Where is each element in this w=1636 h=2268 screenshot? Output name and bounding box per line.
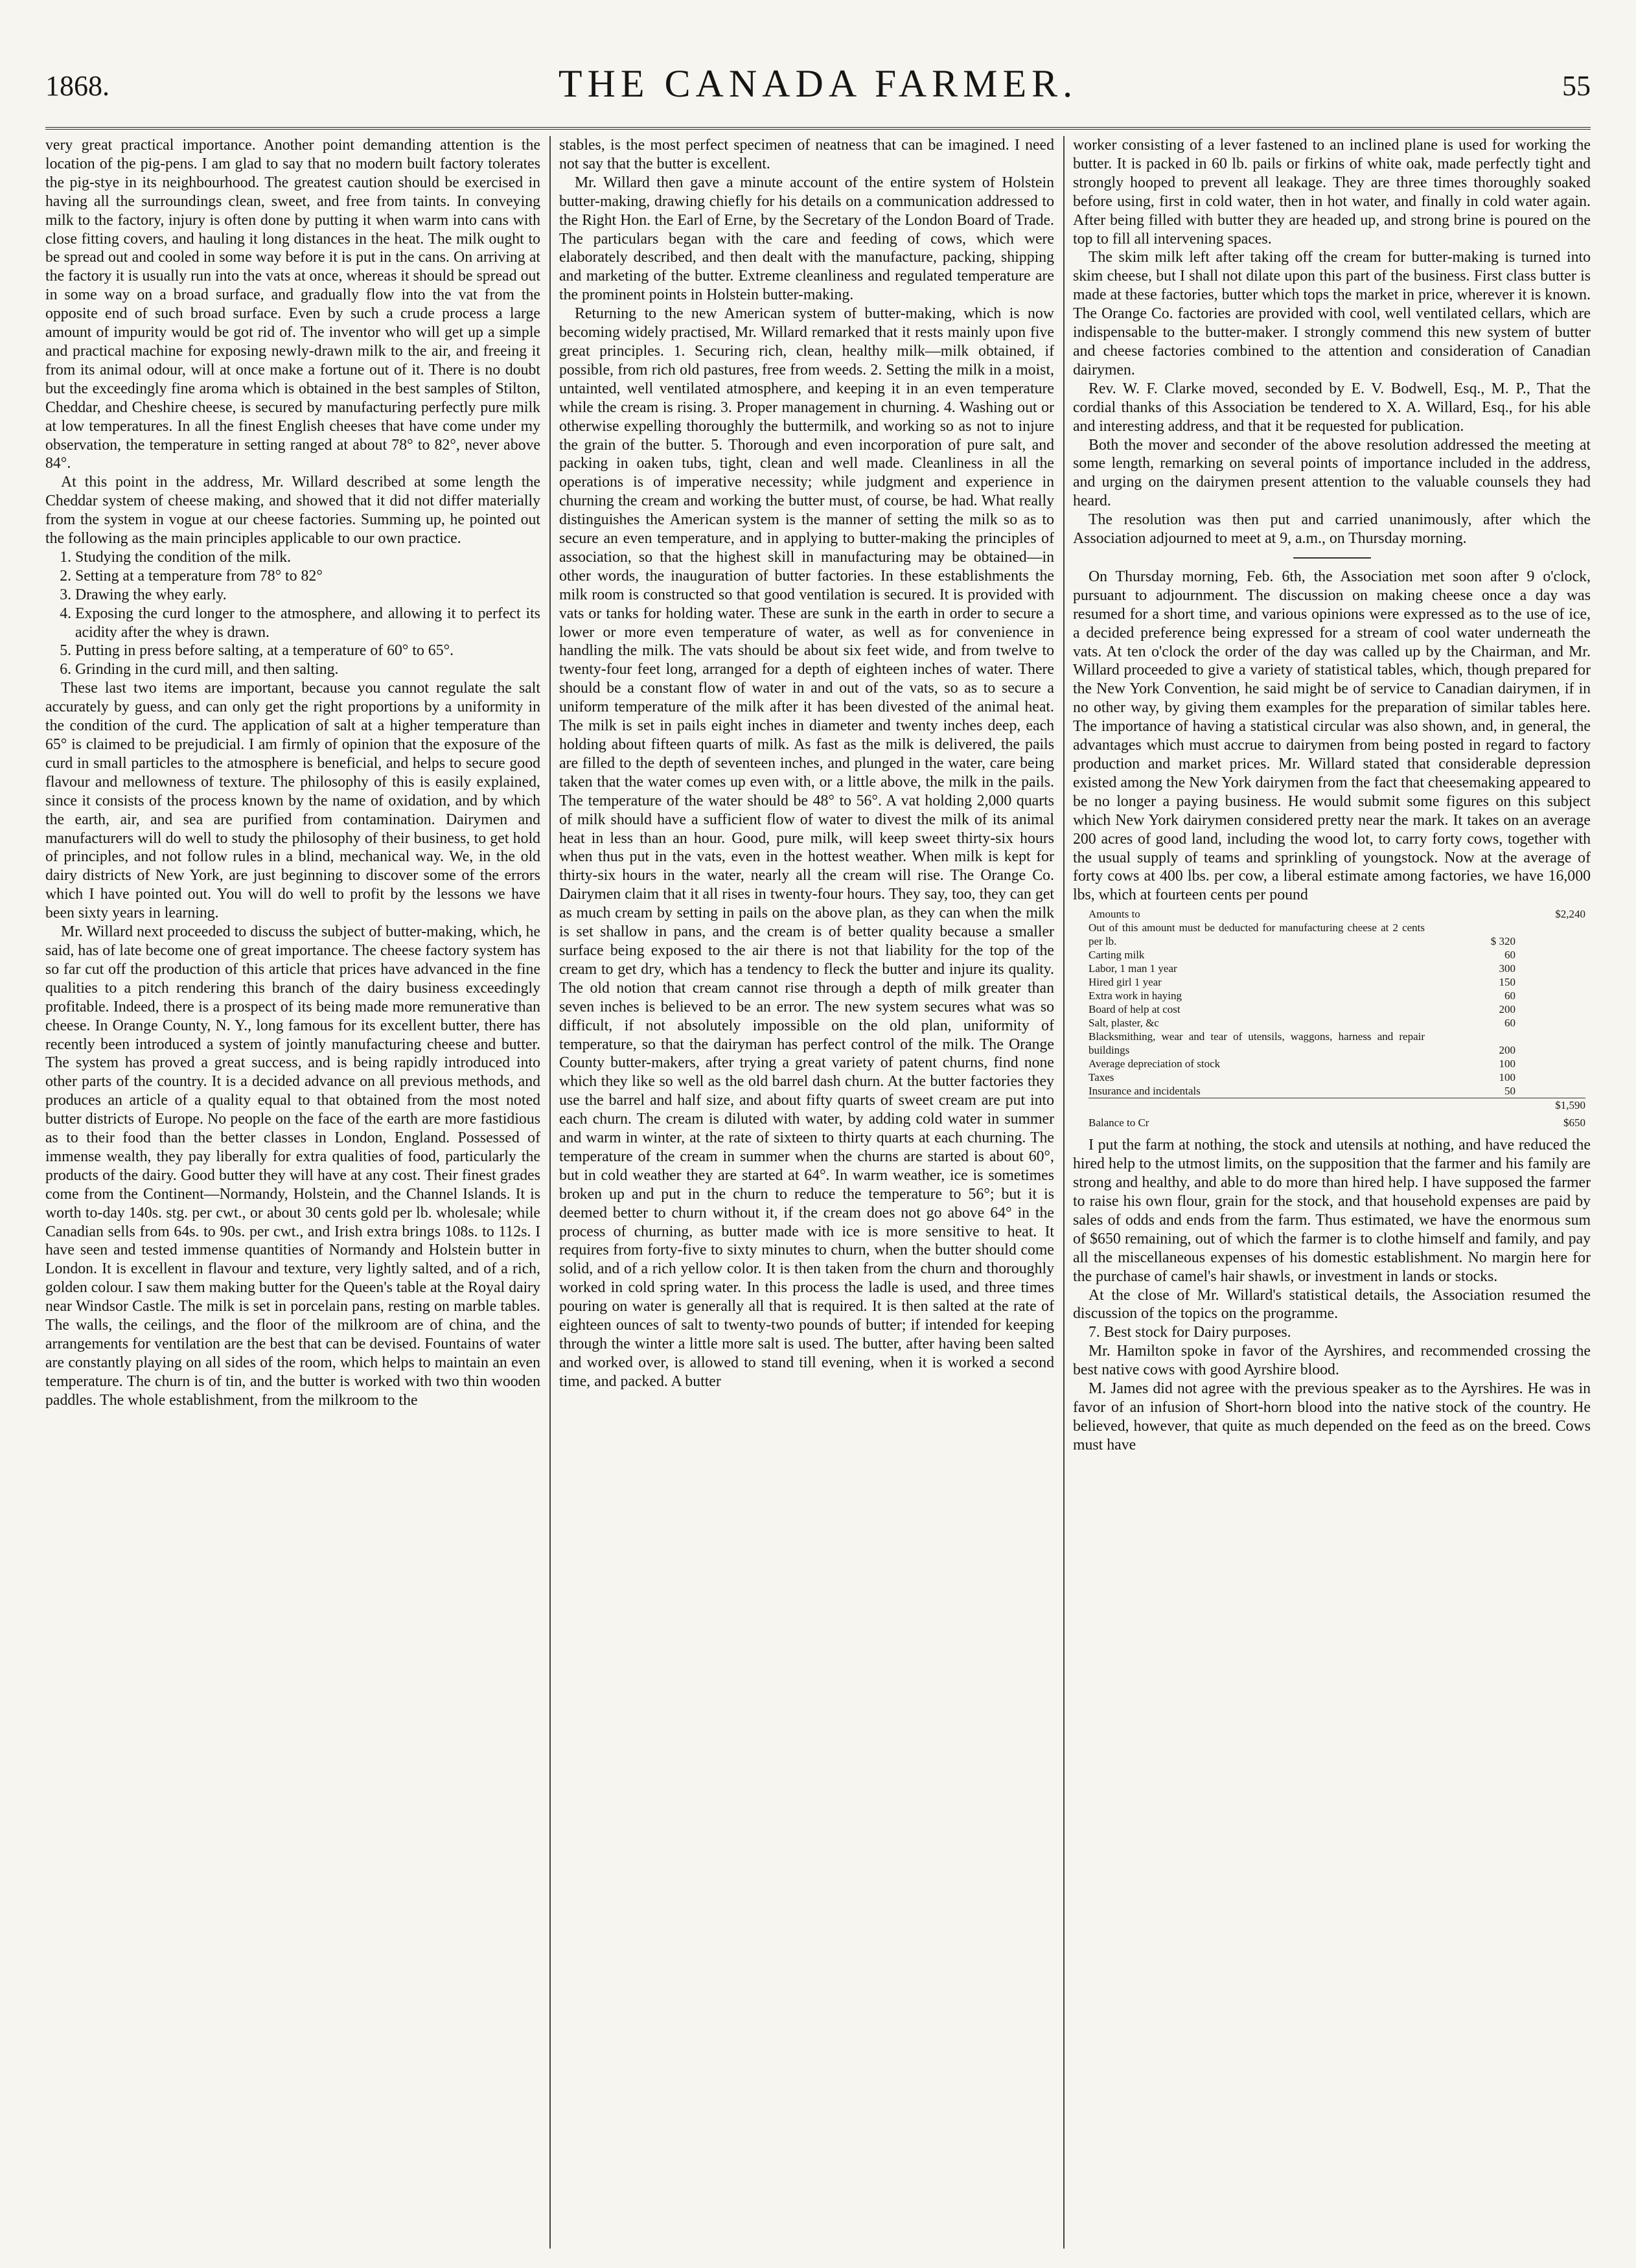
column-1 (45, 136, 540, 2249)
table-cell-label: Balance to Cr (1089, 1117, 1149, 1129)
paragraph: These last two items are important, because you cannot regulate the salt accurately by guess, and can only get the right proportions by a uniformity in the condition of the curd. The application of salt at a higher temperature than 65° is claimed to be prejudicial. I am firmly of opinion that the exposure of the curd in small particles to the atmosphere is beneficial, and helps to secure good flavour and mellowness of texture. The philosophy of this is easily explained, since it consists of the process known by the name of oxidation, and by which the earth, air, and sea are purified from contamination. Dairymen and manufacturers will do well to study the philosophy of their business, to get hold of principles, and not follow rules in a blind, mechanical way. We, in the old dairy districts of New York, are just beginning to discover some of the errors which I have pointed out. You will do well to profit by the lessons we have been sixty years in learning. (45, 680, 540, 922)
paragraph: Both the mover and seconder of the above resolution addressed the meeting at some length, remarking on several points of importance included in the address, and urging on the dairymen present attention to the valuable counsels they had heard. (1073, 436, 1591, 510)
table-cell-label: Amounts to (1089, 908, 1140, 921)
paragraph: At this point in the address, Mr. Willard described at some length the Cheddar system of cheese making, and showed that it did not differ materially from the system in vogue at our cheese factories. Summing up, he pointed out the following as the main principles applicable to our own practice. (45, 474, 540, 548)
table-cell-label: Out of this amount must be deducted for manufacturing cheese at 2 cents per lb. (1089, 921, 1425, 948)
paragraph: stables, is the most perfect specimen of neatness that can be imagined. I need not say that the butter is excellent. (559, 137, 1054, 172)
issue-year: 1868. (45, 70, 109, 102)
paragraph: Rev. W. F. Clarke moved, seconded by E. V. Bodwell, Esq., M. P., That the cordial thanks of this Association be tendered to X. A. Willard, Esq., for his able and interesting address, and that it be requested for publication. (1073, 380, 1591, 435)
table-row (1089, 1098, 1585, 1113)
paragraph: Mr. Willard then gave a minute account of the entire system of Holstein butter-making, drawing chiefly for his details on a communication addressed to the Right Hon. the Earl of Erne, by the Secretary of the London Board of Trade. The particulars began with the care and feeding of cows, which were elaborately described, and then dealt with the manufacture, packing, shipping and marketing of the butter. Extreme cleanliness and regulated temperature are the prominent points in Holstein butter-making. (559, 174, 1054, 304)
table-cell-total: $2,240 (1555, 908, 1586, 921)
paragraph: The skim milk left after taking off the cream for butter-making is turned into skim cheese, but I shall not dilate upon this part of the business. First class butter is made at these factories, butter which tops the market in price, wherever it is known. The Orange Co. factories are provided with cool, well ventilated cellars, which are indispensable to the butter-maker. I strongly commend this new system of butter and cheese factories combined to the attention and consideration of Canadian dairymen. (1073, 249, 1591, 378)
column-3 (1073, 136, 1591, 2249)
table-row (1089, 948, 1585, 962)
list-item: 6. Grinding in the curd mill, and then salting. (75, 660, 540, 679)
table-cell-amount: 100 (1499, 1071, 1516, 1084)
paragraph: Returning to the new American system of butter-making, which is now becoming widely practised, Mr. Willard remarked that it rests mainly upon five great principles. 1. Securing rich, clean, healthy milk—milk obtained, if possible, from rich old pastures, free from weeds. 2. Setting the milk in a moist, untainted, well ventilated atmosphere, and keeping it in an even temperature while the cream is rising. 3. Proper management in churning. 4. Washing out or otherwise expelling thoroughly the buttermilk, and working so as not to injure the grain of the butter. 5. Thorough and even incorporation of pure salt, and packing in oaken tubs, tight, clean and well made. Cleanliness in all the operations is of imperative necessity; while judgment and experience in churning the cream and working the butter must, of course, be had. What really distinguishes the American system is the manner of setting the milk so as to secure an even temperature, and in applying to butter-making the principles of association, so that the highest skill in manufacturing may be obtained—in other words, the inauguration of butter factories. In these establishments the milk room is constructed so that good ventilation is secured. It is provided with vats or tanks for holding water. These are sunk in the earth in order to secure a lower or more even temperature of water, as well as for convenience in handling the milk. The vats should be about six feet wide, and from twelve to twenty-four feet long, arranged for a depth of eighteen inches of water. There should be a constant flow of water in and out of the vats, so as to secure a uniform temperature of the milk after it has been divested of the animal heat. The milk is set in pails eight inches in diameter and twenty inches deep, each holding about fifteen quarts of milk. As fast as the milk is delivered, the pails are filled to the depth of seventeen inches, and plunged in the water, care being taken that the water comes up even with, or a little above, the milk in the pails. The temperature of the water should be 48° to 56°. A vat holding 2,000 quarts of milk should have a sufficient flow of water to divest the milk of its animal heat in less than an hour. Good, pure milk, will keep sweet thirty-six hours when thus put in the vats, even in the hottest weather. When milk is kept for thirty-six hours in the water, nearly all the cream will rise. The Orange Co. Dairymen claim that it all rises in twenty-four hours. They say, too, they can get as much cream by setting in pails on the above plan, as they can when the milk is set shallow in pans, and the cream is of better quality because a smaller surface being exposed to the air there is not that liability for the top of the cream to get dry, which has a tendency to fleck the butter and injure its quality. The old notion that cream cannot rise through a depth of milk greater than seven inches is believed to be an error. The new system secures what was so difficult, if not absolutely impossible on the old plan, uniformity of temperature, so that the dairyman has perfect control of the milk. The Orange County butter-makers, after trying a great variety of patent churns, find none which they like so well as the old barrel dash churn. At the butter factories they use the barrel and half size, and about fifty quarts of sweet cream are put into each churn. The cream is diluted with water, by adding cold water in summer and warm in winter, at the rate of sixteen to thirty quarts at each churning. The temperature of the cream in summer when the churns are started is about 60°, but in cold weather they are started at 64°. In warm weather, ice is sometimes broken up and put in the churn to reduce the temperature to 56°; but it is deemed better to churn without it, if the cream does not go above 64° in the process of churning, as butter made with ice is more sensitive to heat. It requires from forty-five to sixty minutes to churn, when the butter should come solid, and of a rich yellow color. It is then taken from the churn and thoroughly worked in cold spring water. In this process the ladle is used, and three times pouring on water is generally all that is required. It is then salted at the rate of eighteen ounces of salt to twenty-two pounds of butter; if intended for keeping through the winter a little more salt is used. The butter, after having been salted and worked over, is allowed to stand till evening, when it is worked a second time, and packed. A butter (559, 305, 1054, 1390)
table-cell-label: Carting milk (1089, 949, 1145, 962)
principles-list (45, 548, 540, 679)
table-cell-label: Average depreciation of stock (1089, 1058, 1221, 1070)
table-row (1089, 907, 1585, 921)
table-row (1089, 1070, 1585, 1084)
paragraph: I put the farm at nothing, the stock and utensils at nothing, and have reduced the hired help to the utmost limits, on the supposition that the farmer and his family are strong and healthy, and able to do more than hired help. I have supposed the farmer to raise his own flour, grain for the stock, and that household expenses are paid by sales of odds and ends from the farm. Thus estimated, we have the enormous sum of $650 remaining, out of which the farmer is to clothe himself and family, and pay all the miscellaneous expenses of his domestic establishment. No margin here for the purchase of camel's hair shawls, or investment in lands or stocks. (1073, 1137, 1591, 1285)
list-item: 4. Exposing the curd longer to the atmosphere, and allowing it to perfect its acidity after the whey is drawn. (75, 605, 540, 642)
table-cell-amount: 50 (1504, 1085, 1516, 1098)
paragraph: M. James did not agree with the previous speaker as to the Ayrshires. He was in favor of an infusion of Short-horn blood into the native stock of the country. He believed, however, that quite as much depended on the feed as on the breed. Cows must have (1073, 1380, 1591, 1453)
column-divider (1063, 136, 1065, 2249)
table-cell-amount: 150 (1499, 976, 1516, 989)
table-cell-amount: 200 (1499, 1044, 1516, 1057)
table-cell-amount: 100 (1499, 1058, 1516, 1070)
table-cell-amount: 60 (1504, 989, 1516, 1002)
table-cell-amount: 60 (1504, 949, 1516, 962)
table-cell-amount: $ 320 (1490, 935, 1516, 948)
list-item: 1. Studying the condition of the milk. (75, 548, 540, 567)
column-divider (549, 136, 551, 2249)
article-columns (45, 136, 1591, 2249)
table-row (1089, 962, 1585, 975)
section-heading: 7. Best stock for Dairy purposes. (1089, 1324, 1291, 1341)
table-cell-label: Insurance and incidentals (1089, 1085, 1201, 1098)
table-cell-label: Labor, 1 man 1 year (1089, 962, 1177, 975)
paragraph: Mr. Hamilton spoke in favor of the Ayrshires, and recommended crossing the best native cows with good Ayrshire blood. (1073, 1343, 1591, 1379)
statistics-table (1089, 907, 1585, 1129)
table-cell-label: Salt, plaster, &c (1089, 1017, 1159, 1030)
table-row (1089, 1084, 1585, 1098)
table-cell-label: Hired girl 1 year (1089, 976, 1162, 989)
table-row (1089, 1002, 1585, 1016)
table-cell-label: Blacksmithing, wear and tear of utensils, waggons, harness and repair buildings (1089, 1030, 1425, 1057)
column-2 (559, 136, 1054, 2249)
section-separator (1293, 557, 1371, 559)
table-cell-label: Taxes (1089, 1071, 1114, 1084)
table-row (1089, 921, 1585, 948)
table-cell-label: Board of help at cost (1089, 1003, 1181, 1016)
paragraph: very great practical importance. Another point demanding attention is the location of the pig-pens. I am glad to say that no modern built factory tolerates the pig-stye in its neighbourhood. The greatest caution should be exercised in having all the surroundings clean, sweet, and free from taints. In conveying milk to the factory, injury is often done by putting it when warm into cans with close fitting covers, and hauling it long distances in the heat. The milk ought to be spread out and cooled in some way before it is put in the cans. On arriving at the factory it is usually run into the vats at once, whereas it should be spread out in some way on a broad surface, and gradually flow into the vat from the opposite end of such broad surface. Even by such a crude process a large amount of impurity would be got rid of. The inventor who will get up a simple and practical machine for exposing newly-drawn milk to the air, and freeing it from its animal odour, will at once make a fortune out of it. There is no doubt but the exceedingly fine aroma which is obtained in the best samples of Stilton, Cheddar, and Cheshire cheese, is secured by manufacturing perfectly pure milk at low temperatures. In all the finest English cheeses that have come under my observation, the temperature in setting ranged at about 78° to 82°, never above 84°. (45, 137, 540, 472)
table-row (1089, 1030, 1585, 1057)
table-row (1089, 1016, 1585, 1030)
header-rule (45, 127, 1591, 130)
table-row (1089, 989, 1585, 1002)
paragraph: On Thursday morning, Feb. 6th, the Association met soon after 9 o'clock, pursuant to adjournment. The discussion on making cheese once a day was resumed for a short time, and various opinions were expressed as to the use of ice, a decided preference being expressed for a stream of cool water underneath the vats. At ten o'clock the order of the day was called up by the Chairman, and Mr. Willard proceeded to give a variety of statistical tables, which, though prepared for the New York Convention, he said might be of service to Canadian dairymen, if in no other way, by giving them examples for the preparation of similar tables here. The importance of having a statistical circular was also shown, and, in general, the advantages which must accrue to dairymen from being posted in regard to factory production and market prices. Mr. Willard stated that considerable depression existed among the New York dairymen from the fact that cheesemaking appeared to be no longer a paying business. He would submit some figures on this subject which New York dairymen considered pretty near the mark. It takes on an average 200 acres of good land, including the wood lot, to carry forty cows, together with the usual supply of teams and sprinkling of youngstock. Now at the average of forty cows at 400 lbs. per cow, a liberal estimate among factories, we have 16,000 lbs, which at fourteen cents per pound (1073, 568, 1591, 904)
list-item: 5. Putting in press before salting, at a temperature of 60° to 65°. (75, 642, 540, 660)
list-item: 2. Setting at a temperature from 78° to 82° (75, 567, 540, 586)
table-cell-label: Extra work in haying (1089, 989, 1182, 1002)
table-row (1089, 1112, 1585, 1129)
paragraph: The resolution was then put and carried unanimously, after which the Association adjourned to meet at 9, a.m., on Thursday morning. (1073, 511, 1591, 548)
page-number: 55 (1562, 70, 1591, 102)
table-cell-amount: 60 (1504, 1017, 1516, 1030)
table-row (1089, 975, 1585, 989)
table-cell-amount: 200 (1499, 1003, 1516, 1016)
list-item: 3. Drawing the whey early. (75, 586, 540, 605)
table-cell-balance: $650 (1563, 1117, 1586, 1129)
paragraph: Mr. Willard next proceeded to discuss the subject of butter-making, which, he said, has of late become one of great importance. The cheese factory system has so far cut off the production of this article that prices have advanced in the fine qualities to a pitch rendering this branch of the dairy business exceedingly profitable. Indeed, there is a prospect of its being made more remunerative than cheese. In Orange County, N. Y., long famous for its excellent butter, there has recently been introduced a system of jointly manufacturing cheese and butter. The system has proved a great success, and is being rapidly introduced into other parts of the country. It is a decided advance on all previous methods, and produces an article of a quality equal to that obtained from the most noted butter districts of Europe. No people on the face of the earth are more fastidious as to their food than the better classes in London, England. Possessed of immense wealth, they pay liberally for extra qualities of food, particularly the products of the dairy. Good butter they will have at any cost. Their finest grades come from the Continent—Normandy, Holstein, and the Channel Islands. It is worth to-day 140s. stg. per cwt., or about 30 cents gold per lb. wholesale; while Canadian sells from 64s. to 90s. per cwt., and Irish extra brings 108s. to 112s. I have seen and tested immense quantities of Normandy and Holstein butter in London. It is excellent in flavour and texture, very lightly salted, and of a rich, golden colour. I saw them making butter for the Queen's table at the Royal dairy near Windsor Castle. The milk is set in porcelain pans, resting on marble tables. The walls, the ceilings, and the floor of the milkroom are of china, and the arrangements for ventilation are the best that can be devised. Fountains of water are constantly playing on all sides of the room, which helps to maintain an even temperature. The churn is of tin, and the butter is worked with two thin wooden paddles. The whole establishment, from the milkroom to the (45, 923, 540, 1409)
newspaper-title: THE CANADA FARMER. (558, 62, 1078, 105)
table-cell-subtotal: $1,590 (1521, 1098, 1585, 1113)
paragraph: worker consisting of a lever fastened to an inclined plane is used for working the butter. It is packed in 60 lb. pails or firkins of white oak, made perfectly tight and strongly hooped to prevent all leakage. They are three times thoroughly soaked before using, first in cold water, then in hot water, and finally in cold water again. After being filled with butter they are headed up, and strong brine is poured on the top to fill all intervening spaces. (1073, 137, 1591, 248)
table-row (1089, 1057, 1585, 1070)
paragraph: At the close of Mr. Willard's statistical details, the Association resumed the discussion of the topics on the programme. (1073, 1286, 1591, 1323)
table-cell-amount: 300 (1499, 962, 1516, 975)
